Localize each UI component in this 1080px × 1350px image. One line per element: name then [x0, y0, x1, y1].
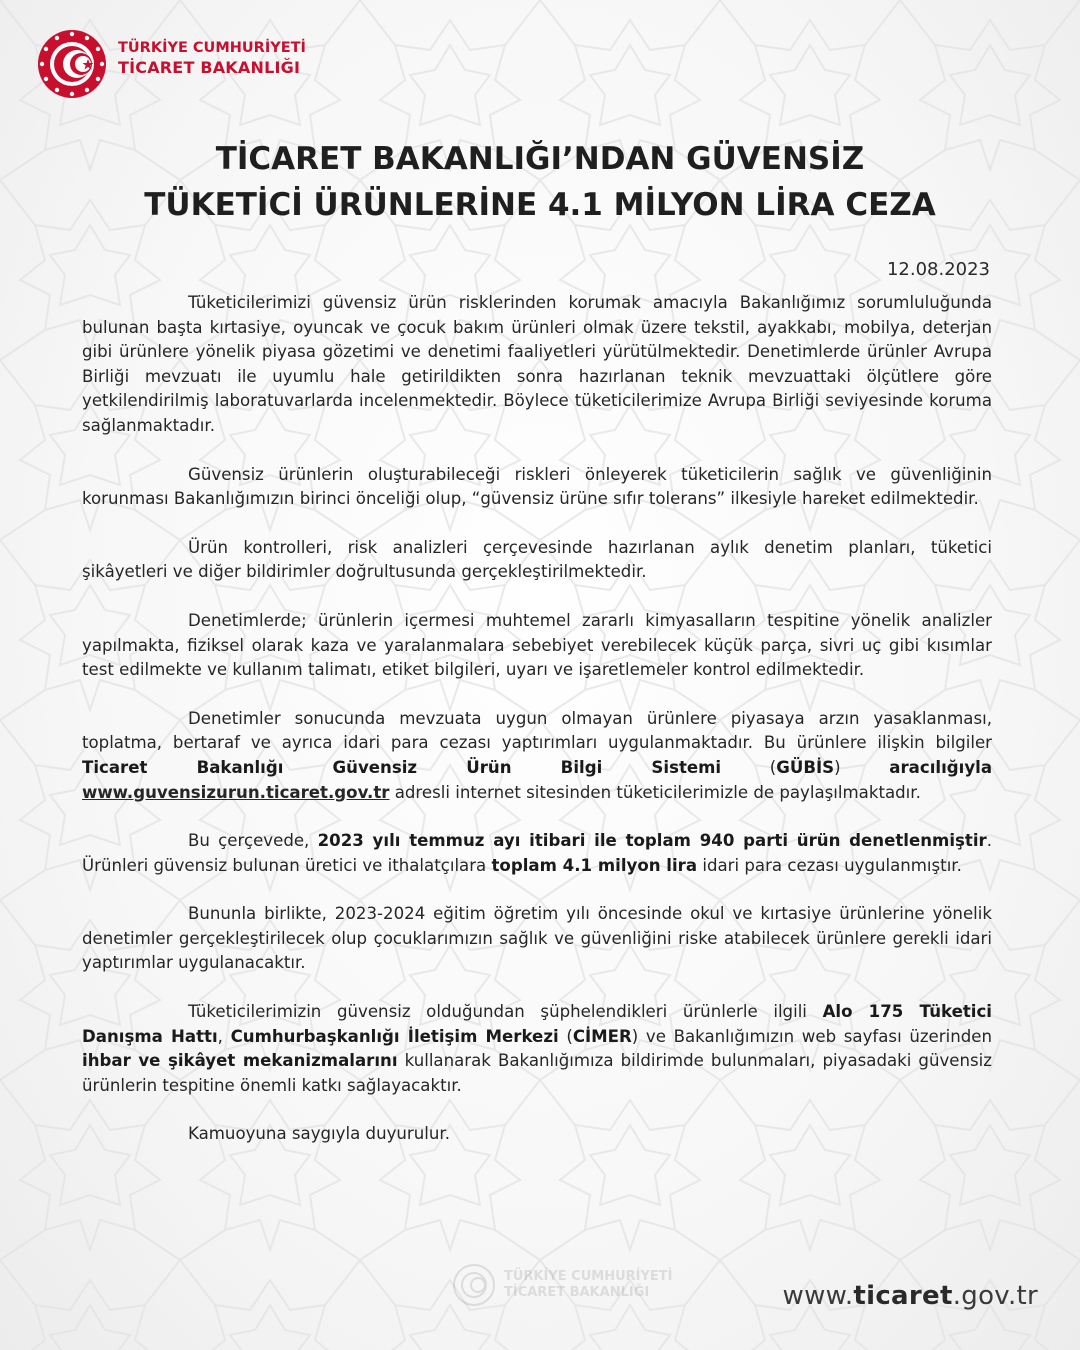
paragraph-1: Tüketicilerimizi güvensiz ürün risklerinden korumak amacıyla Bakanlığımız sorumluluğunda bulunan başta kırtasiye, oyuncak ve çocuk bakım ürünleri olmak üzere tekstil, ayakkabı, mobilya, deterjan gibi ürünlere yönelik piyasa gözetimi ve denetimi faaliyetleri yürütülmektedir. Denetimlerde ürünler Avrupa Birliği mevzuatı ile uyumlu hale getirildikten sonra hazırlanan teknik mevzuattaki ölçütlere göre yetkilendirilmiş laboratuvarlarda incelenmektedir. Böylece tüketicilerimize Avrupa Birliği seviyesinde koruma sağlanmaktadır. [82, 293, 992, 435]
p8-complaint-mechanisms: ihbar ve şikâyet mekanizmalarını [82, 1051, 398, 1071]
p8-text-c: , [217, 1026, 231, 1046]
paragraph-3: Ürün kontrolleri, risk analizleri çerçevesinde hazırlanan aylık denetim planları, tüketici şikâyetleri ve diğer bildirimler doğrultusunda gerçekleştirilmektedir. [82, 537, 992, 582]
paragraph-8 [82, 1000, 992, 1098]
site-suffix: .gov.tr [952, 1281, 1038, 1311]
p8-text-a: Tüketicilerimizin güvensiz olduğundan şüphelendikleri ürünlerle ilgili [188, 1002, 823, 1022]
ministry-name-line2: TİCARET BAKANLIĞI [118, 58, 301, 77]
title-line2: TÜKETİCİ ÜRÜNLERİNE 4.1 MİLYON LİRA CEZA [144, 187, 936, 223]
p8-alo-175: Alo 175 Tüketici Danışma Hattı [82, 1002, 992, 1046]
watermark-text [504, 1269, 672, 1301]
p8-text-d: ( [558, 1026, 573, 1046]
ministry-name [118, 39, 306, 77]
paragraph-5 [82, 707, 992, 805]
p5-bold-via: aracılığıyla [889, 757, 993, 777]
ministry-name-line1: TÜRKİYE CUMHURİYETİ [118, 40, 306, 56]
footer-watermark-logo [452, 1263, 672, 1313]
p6-text-c: . Ürünleri güvensiz bulunan üretici ve ithalatçılara [82, 831, 992, 875]
press-release-body [82, 291, 992, 1171]
p5-text-d: ) [834, 757, 890, 777]
title-line1: TİCARET BAKANLIĞI’NDAN GÜVENSİZ [215, 141, 865, 177]
paragraph-closing: Kamuoyuna saygıyla duyurulur. [188, 1124, 450, 1144]
p6-text-d: idari para cezası uygulanmıştır. [697, 855, 962, 875]
ministry-emblem-icon [36, 28, 108, 100]
site-prefix: www. [782, 1281, 854, 1311]
watermark-line1: TÜRKİYE CUMHURİYETİ [504, 1269, 673, 1284]
website-url[interactable] [783, 1281, 1038, 1311]
page-title [60, 136, 1020, 228]
p5-text-f: adresli internet sitesinden tüketicilerimizle de paylaşılmaktadır. [389, 782, 921, 802]
watermark-emblem-icon [452, 1263, 496, 1307]
p6-fine-amount: toplam 4.1 milyon lira [491, 855, 698, 875]
p5-text-a: Denetimler sonucunda mevzuata uygun olmayan ürünlere piyasaya arzın yasaklanması, toplatma, bertaraf ve ayrıca idari para cezası yaptırımları uygulanmaktadır. Bu ürünlere ilişkin bilgiler [82, 708, 992, 753]
site-domain: ticaret [853, 1281, 953, 1311]
p5-gubis-abbr: GÜBİS [776, 757, 835, 777]
p5-text-c: ( [721, 757, 777, 777]
paragraph-2: Güvensiz ürünlerin oluşturabileceği riskleri önleyerek tüketicilerin sağlık ve güvenliğinin korunması Bakanlığımızın birinci önceliği olup, “güvensiz ürüne sıfır tolerans” ilkesiyle hareket edilmektedir. [82, 464, 992, 509]
paragraph-4: Denetimlerde; ürünlerin içermesi muhtemel zararlı kimyasalların tespitine yönelik analizler yapılmakta, fiziksel olarak kaza ve yaralanmalara sebebiyet verebilecek küçük parça, sivri uç gibi kısımlar test edilmekte ve kullanım talimatı, etiket bilgileri, uyarı ve işaretlemeler kontrol edilmektedir. [82, 610, 992, 680]
paragraph-7: Bununla birlikte, 2023-2024 eğitim öğretim yılı öncesinde okul ve kırtasiye ürünlerine yönelik denetimler gerçekleştirilecek olup çocuklarımızın sağlık ve güvenliğini riske atabilecek ürünlere gerekli idari yaptırımlar uygulanacaktır. [82, 904, 992, 973]
p6-text-a: Bu çerçevede, [188, 831, 318, 851]
p8-cimer-name: Cumhurbaşkanlığı İletişim Merkezi [230, 1026, 559, 1046]
p8-text-e: ) ve Bakanlığımızın web sayfası üzerinden [631, 1026, 992, 1046]
guvensizurun-link[interactable]: www.guvensizurun.ticaret.gov.tr [82, 782, 390, 802]
watermark-line2: TİCARET BAKANLIĞI [504, 1285, 650, 1300]
ministry-logo [36, 28, 336, 108]
paragraph-6 [82, 829, 992, 878]
p8-cimer-abbr: CİMER [572, 1026, 632, 1046]
p8-text-f: kullanarak Bakanlığımıza bildirimde bulunmaları, piyasadaki güvensiz ürünlerin tespitine önemli katkı sağlayacaktır. [82, 1051, 992, 1095]
p5-gubis-system-name: Ticaret Bakanlığı Güvensiz Ürün Bilgi Sistemi [82, 757, 722, 777]
publication-date: 12.08.2023 [886, 259, 990, 280]
p6-inspection-count: 2023 yılı temmuz ayı itibari ile toplam 940 parti ürün denetlenmiştir [317, 831, 987, 851]
